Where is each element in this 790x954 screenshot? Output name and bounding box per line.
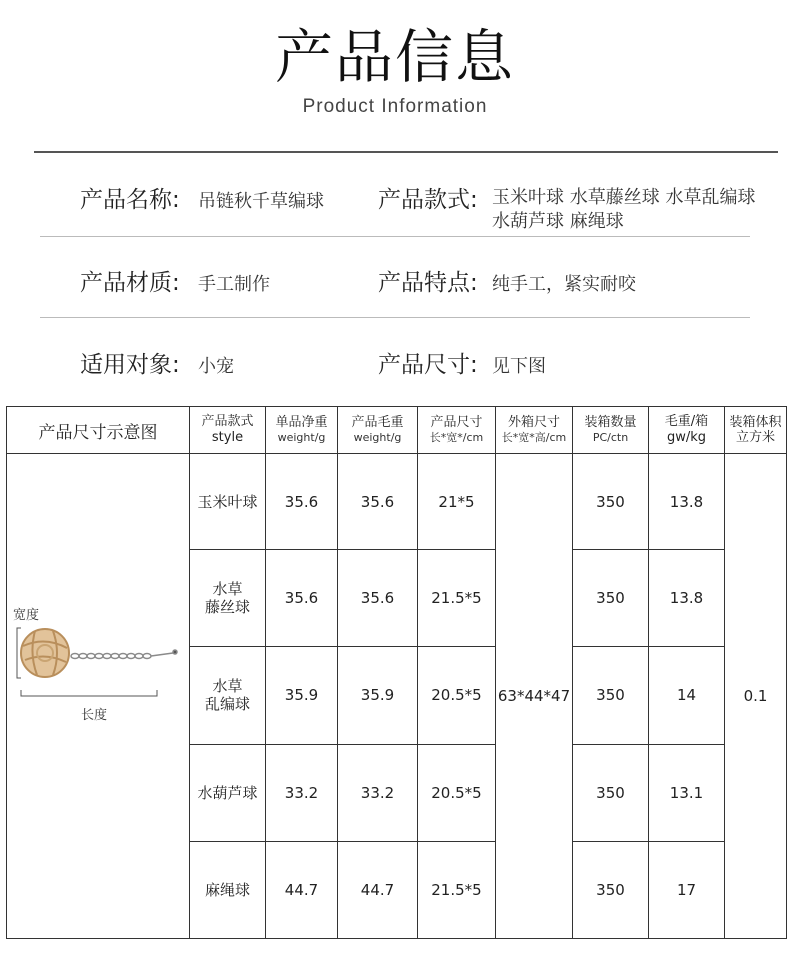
material-label: 产品材质:: [80, 270, 180, 296]
name-label: 产品名称:: [80, 187, 180, 213]
style-value-line1: 玉米叶球 水草藤丝球 水草乱编球: [492, 187, 756, 208]
net-weight-cell: 44.7: [266, 841, 338, 938]
header-carton-volume: 装箱体积 立方米: [725, 407, 787, 454]
carton-size-cell: 63*44*47: [496, 454, 573, 939]
info-divider: [40, 317, 750, 318]
style-name-cell: 玉米叶球: [190, 454, 266, 550]
net-weight-cell: 35.6: [266, 550, 338, 647]
carton-weight-cell: 13.1: [649, 744, 725, 841]
style-name-cell: 水草 乱编球: [190, 647, 266, 744]
name-value: 吊链秋千草编球: [198, 191, 324, 212]
target-label: 适用对象:: [80, 352, 180, 378]
length-label: 长度: [81, 708, 108, 723]
net-weight-cell: 35.6: [266, 454, 338, 550]
gross-weight-cell: 44.7: [338, 841, 418, 938]
chain-icon: [71, 650, 177, 659]
product-size-cell: 21.5*5: [418, 550, 496, 647]
product-size-cell: 21*5: [418, 454, 496, 550]
header-product-size: 产品尺寸 长*宽*/cm: [418, 407, 496, 454]
carton-qty-cell: 350: [573, 841, 649, 938]
carton-qty-cell: 350: [573, 647, 649, 744]
header-style: 产品款式 style: [190, 407, 266, 454]
gross-weight-cell: 35.9: [338, 647, 418, 744]
header-divider: [34, 151, 778, 153]
page-subtitle: Product Information: [302, 96, 488, 117]
header-carton-qty: 装箱数量 PC/ctn: [573, 407, 649, 454]
feature-label: 产品特点:: [378, 270, 478, 296]
spec-table: [6, 406, 787, 939]
style-name-cell: 麻绳球: [190, 841, 266, 938]
page-title: 产品信息: [274, 23, 515, 91]
header-net-weight: 单品净重 weight/g: [266, 407, 338, 454]
header-carton-size: 外箱尺寸 长*宽*高/cm: [496, 407, 573, 454]
info-divider: [40, 236, 750, 237]
size-diagram-cell: [7, 454, 190, 939]
style-name-cell: 水草 藤丝球: [190, 550, 266, 647]
size-value: 见下图: [492, 356, 546, 377]
header-diagram: 产品尺寸示意图: [7, 407, 190, 454]
product-size-cell: 21.5*5: [418, 841, 496, 938]
gross-weight-cell: 33.2: [338, 744, 418, 841]
style-name-cell: 水葫芦球: [190, 744, 266, 841]
carton-weight-cell: 14: [649, 647, 725, 744]
carton-weight-cell: 13.8: [649, 454, 725, 550]
feature-value: 纯手工，紧实耐咬: [492, 274, 636, 295]
net-weight-cell: 35.9: [266, 647, 338, 744]
table-header-row: [7, 407, 787, 454]
product-size-cell: 20.5*5: [418, 647, 496, 744]
style-label: 产品款式:: [378, 187, 478, 213]
size-label: 产品尺寸:: [378, 352, 478, 378]
target-value: 小宠: [198, 356, 234, 377]
carton-qty-cell: 350: [573, 454, 649, 550]
size-diagram: [7, 454, 189, 938]
style-value-line2: 水葫芦球 麻绳球: [492, 211, 624, 232]
header-carton-weight: 毛重/箱 gw/kg: [649, 407, 725, 454]
gross-weight-cell: 35.6: [338, 454, 418, 550]
ball-icon: [21, 629, 69, 677]
material-value: 手工制作: [198, 274, 270, 295]
product-size-cell: 20.5*5: [418, 744, 496, 841]
carton-volume-cell: 0.1: [725, 454, 787, 939]
carton-qty-cell: 350: [573, 550, 649, 647]
width-label: 宽度: [13, 608, 40, 623]
carton-weight-cell: 13.8: [649, 550, 725, 647]
net-weight-cell: 33.2: [266, 744, 338, 841]
carton-weight-cell: 17: [649, 841, 725, 938]
header-gross-weight: 产品毛重 weight/g: [338, 407, 418, 454]
gross-weight-cell: 35.6: [338, 550, 418, 647]
carton-qty-cell: 350: [573, 744, 649, 841]
table-row: [7, 454, 787, 550]
